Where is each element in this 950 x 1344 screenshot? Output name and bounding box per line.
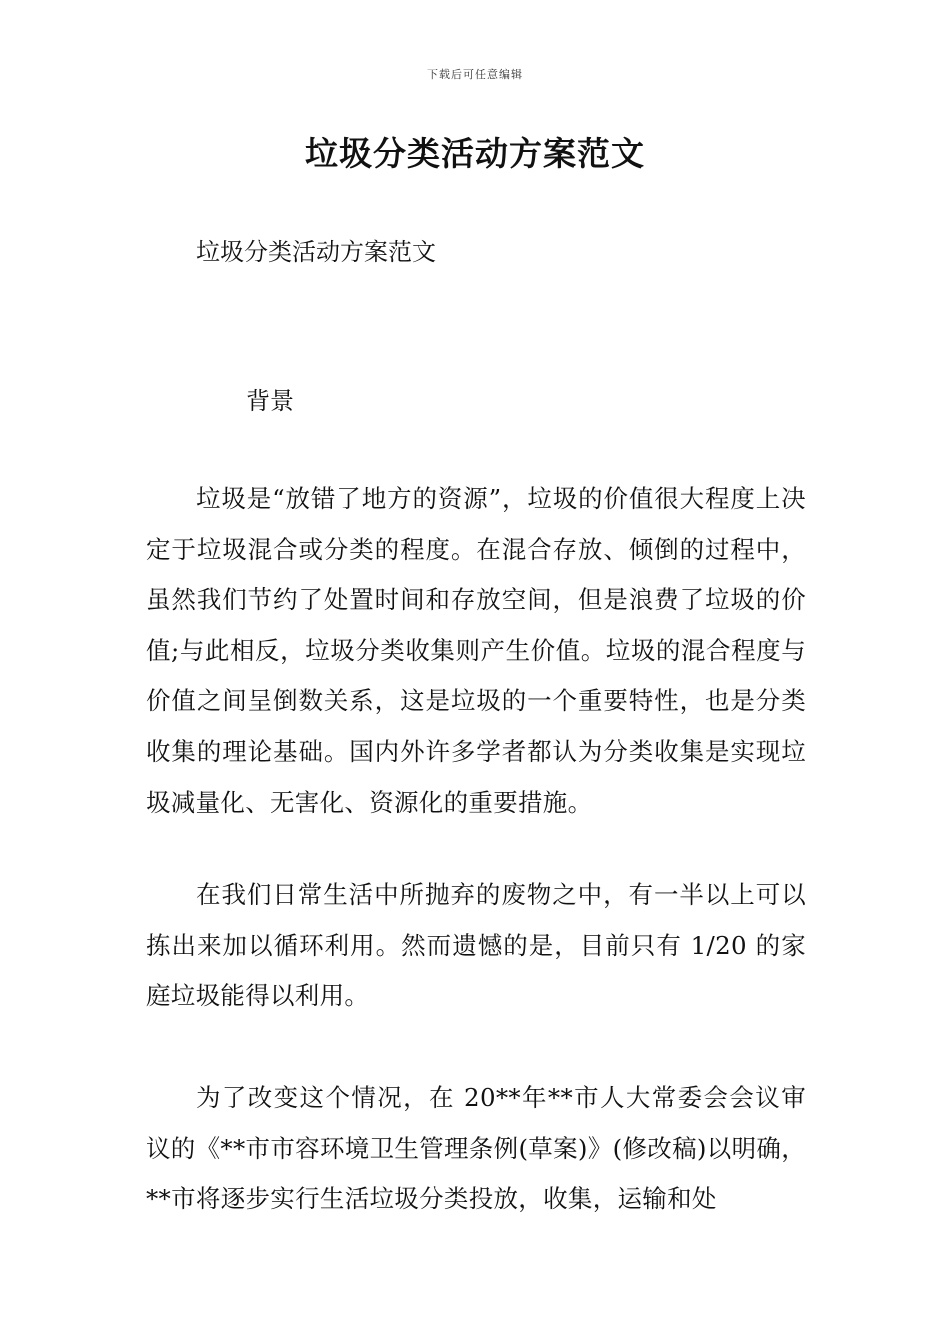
header-note: 下载后可任意编辑	[427, 68, 523, 81]
section-heading-background: 背景	[246, 387, 294, 415]
paragraph: 垃圾是“放错了地方的资源”，垃圾的价值很大程度上决定于垃圾混合或分类的程度。在混合存放、倾倒的过程中，虽然我们节约了处置时间和存放空间，但是浪费了垃圾的价值;与此相反，垃圾分类收集则产生价值。垃圾的混合程度与价值之间呈倒数关系，这是垃圾的一个重要特性，也是分类收集的理论基础。国内外许多学者都认为分类收集是实现垃圾减量化、无害化、资源化的重要措施。	[146, 484, 806, 817]
paragraph: 为了改变这个情况，在 20**年**市人大常委会会议审议的《**市市容环境卫生管理条例(草案)》(修改稿)以明确，**市将逐步实行生活垃圾分类投放，收集，运输和处	[146, 1083, 806, 1214]
document-subtitle: 垃圾分类活动方案范文	[196, 238, 436, 266]
document-title: 垃圾分类活动方案范文	[305, 134, 645, 173]
paragraph: 在我们日常生活中所抛弃的废物之中，有一半以上可以拣出来加以循环利用。然而遗憾的是，目前只有 1/20 的家庭垃圾能得以利用。	[146, 880, 806, 1011]
